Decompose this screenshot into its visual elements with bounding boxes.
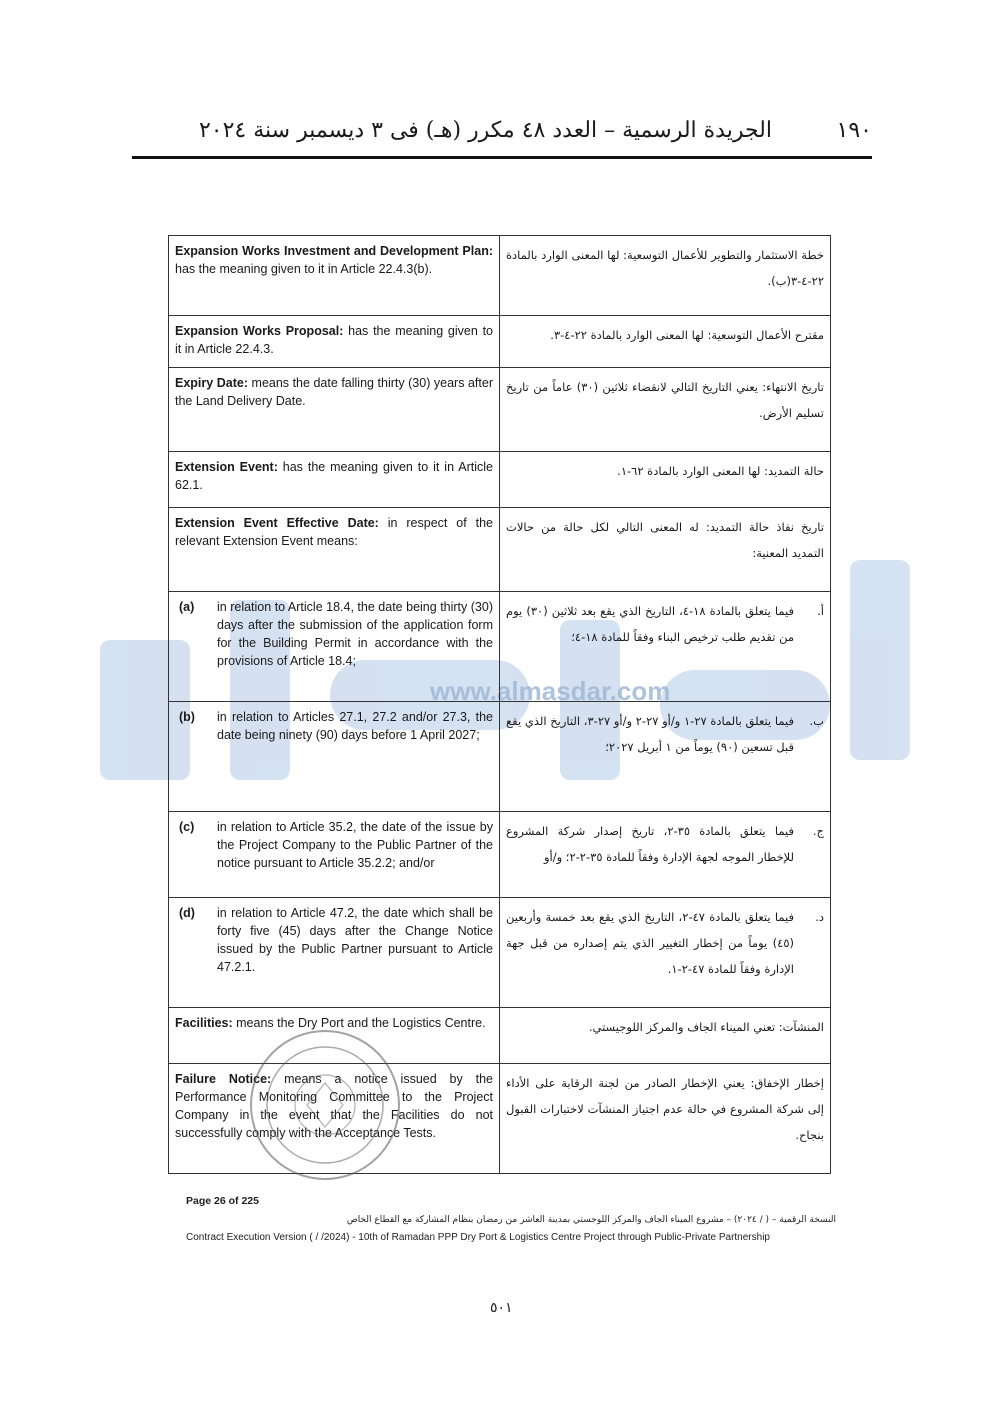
footer-english-line: Contract Execution Version ( / /2024) - 10th of Ramadan PPP Dry Port & Logistics Centre Project through Public-Private Partnership xyxy=(186,1232,770,1243)
arabic-definition: تاريخ نفاذ حالة التمديد: له المعنى التالي لكل حالة من حالات التمديد المعنية: xyxy=(500,508,831,592)
arabic-item-label: ج. xyxy=(812,824,824,838)
arabic-item-text: فيما يتعلق بالمادة ٤٧-٢، التاريخ الذي يقع بعد خمسة وأربعين (٤٥) يوماً من إخطار التغيير الذي يتم إصداره من قبل جهة الإدارة وفقاً للمادة ٤٧-٢-١. xyxy=(506,910,794,976)
term: Expiry Date: xyxy=(175,376,248,390)
table-row xyxy=(169,508,831,592)
item-text: in relation to Article 47.2, the date which shall be forty five (45) days after the Change Notice issued by the Public Partner pursuant to Article 47.2.1. xyxy=(217,906,493,974)
arabic-item-text: فيما يتعلق بالمادة ٢٧-١ و/أو ٢٧-٢ و/أو ٢٧-٣، التاريخ الذي يقع قبل تسعين (٩٠) يوماً من ١ أبريل ٢٠٢٧؛ xyxy=(506,714,794,754)
page-number: Page 26 of 225 xyxy=(186,1195,259,1207)
arabic-item-label: ب. xyxy=(809,714,824,728)
table-row xyxy=(169,452,831,508)
footer-arabic-line: النسخة الرقمية – ( / ٢٠٢٤) – مشروع الميناء الجاف والمركز اللوجستي بمدينة العاشر من رمضان بنظام المشاركة مع القطاع الخاص xyxy=(346,1215,836,1225)
table-row xyxy=(169,898,831,1008)
item-label: (a) xyxy=(179,600,195,614)
item-label: (d) xyxy=(179,906,195,920)
definition: means the date falling thirty (30) years after the Land Delivery Date. xyxy=(175,376,493,408)
gazette-title: الجريدة الرسمية – العدد ٤٨ مكرر (هـ) فى ٣ ديسمبر سنة ٢٠٢٤ xyxy=(198,118,772,143)
item-text: in relation to Articles 27.1, 27.2 and/or 27.3, the date being ninety (90) days before 1 April 2027; xyxy=(217,710,493,742)
page-footer xyxy=(186,1195,836,1244)
arabic-definition: خطة الاستثمار والتطوير للأعمال التوسعية: لها المعنى الوارد بالمادة ٢٢-٤-٣(ب). xyxy=(500,236,831,316)
table-row xyxy=(169,592,831,702)
definition: means the Dry Port and the Logistics Centre. xyxy=(232,1016,486,1030)
table-row xyxy=(169,236,831,316)
definition: has the meaning given to it in Article 22.4.3. xyxy=(175,324,494,356)
table-row xyxy=(169,702,831,812)
definition: has the meaning given to it in Article 62.1. xyxy=(175,460,493,492)
definition: in respect of the relevant Extension Event means: xyxy=(175,516,493,548)
gazette-page-number: ١٩٠ xyxy=(836,118,872,143)
definition: means a notice issued by the Performance Monitoring Committee to the Project Company in the event that the Facilities do not successfully comply with the Acceptance Tests. xyxy=(175,1072,494,1140)
table-row xyxy=(169,316,831,368)
gazette-header xyxy=(132,112,872,159)
official-seal-stamp xyxy=(245,1025,405,1185)
term: Facilities: xyxy=(175,1016,233,1030)
arabic-item-label: أ. xyxy=(817,604,824,618)
arabic-definition: تاريخ الانتهاء: يعني التاريخ التالي لانقضاء ثلاثين (٣٠) عاماً من تاريخ تسليم الأرض. xyxy=(500,368,831,452)
watermark-url: www.almasdar.com xyxy=(430,676,671,706)
arabic-definition: حالة التمديد: لها المعنى الوارد بالمادة ٦٢-١. xyxy=(500,452,831,508)
item-label: (b) xyxy=(179,710,195,724)
arabic-definition: إخطار الإخفاق: يعني الإخطار الصادر من لجنة الرقابة على الأداء إلى شركة المشروع في حالة عدم اجتياز المنشآت لاختبارات القبول بنجاح. xyxy=(500,1064,831,1174)
term: Failure Notice: xyxy=(175,1072,272,1086)
item-text: in relation to Article 35.2, the date of the issue by the Project Company to the Public Partner of the notice pursuant to Article 35.2.2; and/or xyxy=(217,820,493,870)
item-text: in relation to Article 18.4, the date being thirty (30) days after the submission of the application form for the Building Permit in accordance with the provisions of Article 18.4; xyxy=(217,600,493,668)
item-label: (c) xyxy=(179,820,195,834)
term: Extension Event Effective Date: xyxy=(175,516,379,530)
arabic-item-text: فيما يتعلق بالمادة ٣٥-٢، تاريخ إصدار شركة المشروع للإخطار الموجه لجهة الإدارة وفقاً للمادة ٣٥-٢-٢؛ و/أو xyxy=(506,824,794,864)
arabic-item-text: فيما يتعلق بالمادة ١٨-٤، التاريخ الذي يقع بعد ثلاثين (٣٠) يوم من تقديم طلب ترخيص البناء وفقاً للمادة ١٨-٤؛ xyxy=(506,604,794,644)
arabic-definition: المنشآت: تعني الميناء الجاف والمركز اللوجيستي. xyxy=(500,1008,831,1064)
term: Extension Event: xyxy=(175,460,278,474)
table-row xyxy=(169,812,831,898)
definition: has the meaning given to it in Article 22.4.3(b). xyxy=(175,262,433,276)
term: Expansion Works Investment and Development Plan: xyxy=(175,244,493,258)
table-row xyxy=(169,368,831,452)
arabic-definition: مقترح الأعمال التوسعية: لها المعنى الوارد بالمادة ٢٢-٤-٣. xyxy=(500,316,831,368)
term: Expansion Works Proposal: xyxy=(175,324,344,338)
arabic-item-label: د. xyxy=(815,910,824,924)
bottom-page-mark: ٥٠١ xyxy=(490,1300,513,1316)
